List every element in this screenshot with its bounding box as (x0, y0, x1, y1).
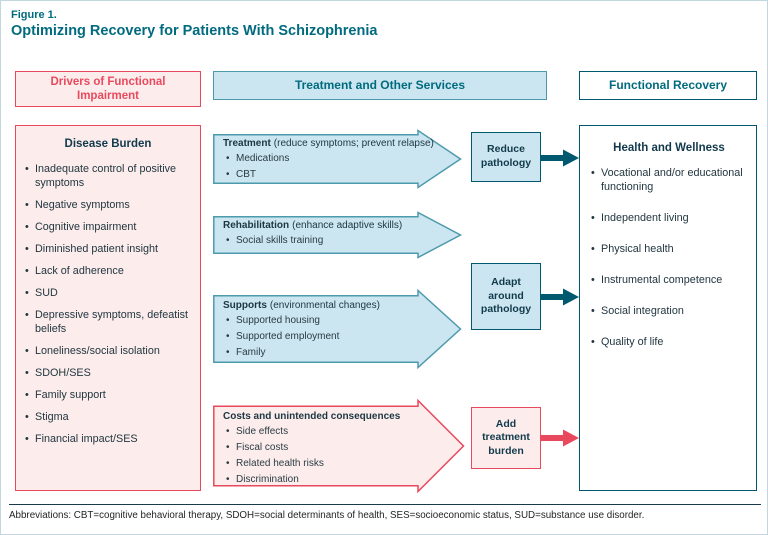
rehabilitation-arrow-title: Rehabilitation (enhance adaptive skills) (223, 220, 403, 231)
list-item: • Diminished patient insight (22, 242, 194, 256)
list-item: • Cognitive impairment (22, 220, 194, 234)
figure-label: Figure 1. (11, 9, 57, 21)
list-item: • Quality of life (588, 335, 750, 349)
disease-burden-title: Disease Burden (64, 138, 152, 150)
right-arrow-icon (541, 288, 579, 306)
list-item: • Social integration (588, 304, 750, 318)
list-item: • Supported employment (223, 330, 413, 343)
list-item: • Loneliness/social isolation (22, 344, 194, 358)
treatment-arrow (213, 129, 463, 189)
list-item: • Discrimination (223, 473, 416, 486)
rehabilitation-arrow (213, 211, 463, 259)
list-item: • SDOH/SES (22, 366, 194, 380)
adapt-around-pathology-box: Adapt around pathology (471, 263, 541, 330)
header-functional-recovery: Functional Recovery (579, 71, 757, 100)
list-item: • Negative symptoms (22, 198, 194, 212)
abbreviations-text: Abbreviations: CBT=cognitive behavioral therapy, SDOH=social determinants of health, SES=socioeconomic status, SUD=substance use disorder. (9, 510, 645, 521)
list-item: • Physical health (588, 242, 750, 256)
list-item: • Lack of adherence (22, 264, 194, 278)
list-item: • Independent living (588, 211, 750, 225)
list-item: • Vocational and/or educational functioning (588, 166, 750, 194)
right-arrow-icon (541, 149, 579, 167)
supports-arrow (213, 289, 463, 369)
list-item: • Social skills training (223, 234, 413, 247)
add-treatment-burden-box: Add treatment burden (471, 407, 541, 469)
list-item: • Depressive symptoms, defeatist beliefs (22, 308, 194, 336)
list-item: • CBT (223, 168, 413, 181)
list-item: • Financial impact/SES (22, 432, 194, 446)
footer-divider (9, 504, 761, 505)
list-item: • Family (223, 346, 413, 359)
list-item: • SUD (22, 286, 194, 300)
header-drivers-of-functional-impairment: Drivers of Functional Impairment (15, 71, 201, 107)
list-item: • Inadequate control of positive symptoms (22, 162, 194, 190)
treatment-arrow-title: Treatment (reduce symptoms; prevent relapse) (223, 138, 434, 149)
header-treatment-and-other-services: Treatment and Other Services (213, 71, 547, 100)
costs-arrow-title: Costs and unintended consequences (223, 411, 401, 422)
list-item: • Stigma (22, 410, 194, 424)
reduce-pathology-box: Reduce pathology (471, 132, 541, 182)
list-item: • Instrumental competence (588, 273, 750, 287)
right-arrow-icon (541, 429, 579, 447)
list-item: • Fiscal costs (223, 441, 416, 454)
supports-arrow-title: Supports (environmental changes) (223, 300, 380, 311)
list-item: • Family support (22, 388, 194, 402)
disease-burden-panel (15, 125, 201, 491)
list-item: • Medications (223, 152, 413, 165)
costs-arrow (213, 399, 466, 493)
list-item: • Related health risks (223, 457, 416, 470)
health-and-wellness-panel (579, 125, 757, 491)
disease-burden-list (22, 162, 194, 446)
list-item: • Side effects (223, 425, 416, 438)
health-and-wellness-list (588, 166, 750, 349)
list-item: • Supported housing (223, 314, 413, 327)
figure-title: Optimizing Recovery for Patients With Schizophrenia (11, 23, 378, 39)
health-and-wellness-title: Health and Wellness (613, 142, 725, 154)
